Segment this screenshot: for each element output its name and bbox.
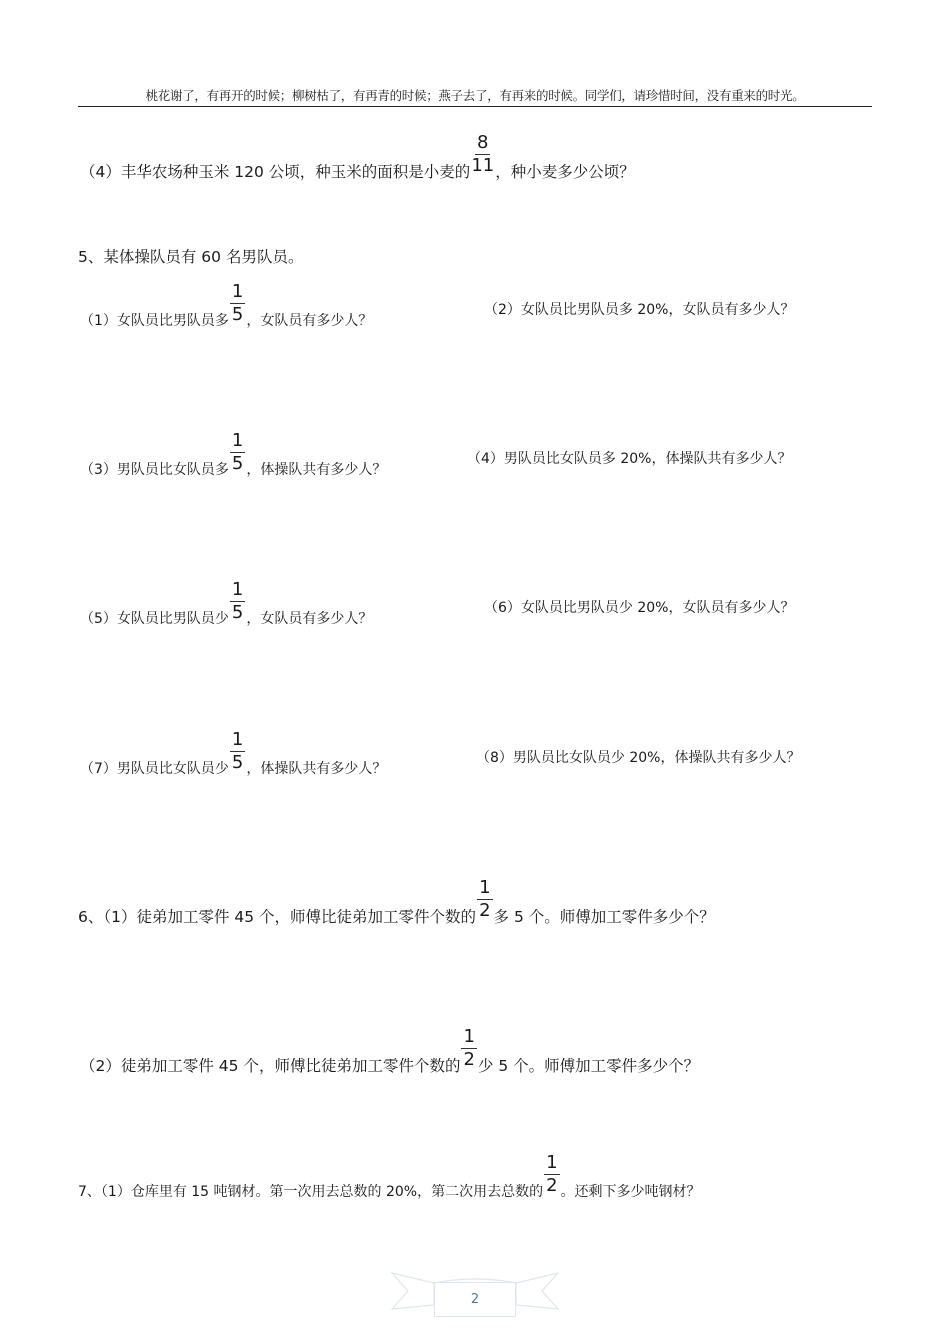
question-5-5: [80, 579, 373, 638]
question-5-1: [80, 281, 373, 340]
fraction: [230, 432, 245, 473]
fraction-numerator: 1: [463, 1026, 475, 1047]
fraction-numerator: 1: [479, 877, 491, 898]
question-text: ，种小麦多少公顷？: [495, 162, 635, 181]
question-text: 6、（1）徒弟加工零件 45 个，师傅比徒弟加工零件个数的: [78, 907, 477, 926]
fraction-denominator: 5: [231, 304, 244, 325]
question-text: ，女队员有多少人？: [246, 610, 373, 627]
question-5-2: （2）女队员比男队员多 20%，女队员有多少人？: [484, 302, 795, 318]
question-text: （1）女队员比男队员多: [80, 312, 229, 329]
fraction-numerator: 1: [546, 1152, 558, 1173]
fraction: [477, 879, 492, 920]
fraction-denominator: 5: [231, 453, 244, 474]
question-5-6: （6）女队员比男队员少 20%，女队员有多少人？: [484, 600, 795, 616]
question-5-8: （8）男队员比女队员少 20%，体操队共有多少人？: [476, 750, 801, 766]
question-text: ，体操队共有多少人？: [246, 461, 387, 478]
question-text: （5）女队员比男队员少: [80, 610, 229, 627]
fraction: [230, 581, 245, 622]
fraction-denominator: 2: [546, 1175, 558, 1196]
question-7-1: [78, 1152, 701, 1211]
fraction-denominator: 5: [231, 602, 244, 623]
fraction-numerator: 1: [231, 729, 244, 750]
question-6-1: [78, 877, 715, 936]
fraction-denominator: 2: [479, 900, 491, 921]
fraction: [471, 134, 494, 175]
fraction: [461, 1028, 476, 1069]
question-text: （3）男队员比女队员多: [80, 461, 229, 478]
fraction-denominator: 5: [231, 752, 244, 773]
question-text: （4）丰华农场种玉米 120 公顷，种玉米的面积是小麦的: [80, 162, 471, 181]
question-text: （2）徒弟加工零件 45 个，师傅比徒弟加工零件个数的: [80, 1056, 461, 1075]
question-text: 。还剩下多少吨钢材？: [560, 1183, 701, 1200]
fraction-numerator: 1: [231, 430, 244, 451]
fraction: [230, 731, 245, 772]
question-text: ，体操队共有多少人？: [246, 760, 387, 777]
question-5-4: （4）男队员比女队员多 20%，体操队共有多少人？: [467, 451, 792, 467]
fraction-numerator: 1: [231, 579, 244, 600]
fraction-numerator: 8: [477, 132, 489, 153]
question-5-7: [80, 729, 387, 788]
fraction-numerator: 1: [231, 281, 244, 302]
page-header-motto: 桃花谢了，有再开的时候；柳树枯了，有再青的时候；燕子去了，有再来的时候。同学们，请珍惜时间，没有重来的时光。: [78, 86, 872, 107]
fraction: [230, 283, 245, 324]
question-text: 多 5 个。师傅加工零件多少个？: [493, 907, 715, 926]
question-text: （7）男队员比女队员少: [80, 760, 229, 777]
fraction-denominator: 2: [463, 1049, 475, 1070]
question-5-3: [80, 430, 387, 489]
question-5-title: 5、某体操队员有 60 名男队员。: [78, 248, 304, 266]
question-text: 少 5 个。师傅加工零件多少个？: [477, 1056, 700, 1075]
question-text: ，女队员有多少人？: [246, 312, 373, 329]
page-number: 2: [434, 1282, 516, 1317]
fraction: [544, 1154, 559, 1195]
question-6-2: [80, 1026, 700, 1085]
question-text: 7、（1）仓库里有 15 吨钢材。第一次用去总数的 20%，第二次用去总数的: [78, 1183, 544, 1200]
fraction-denominator: 11: [471, 155, 495, 176]
question-4-4: [80, 132, 635, 191]
